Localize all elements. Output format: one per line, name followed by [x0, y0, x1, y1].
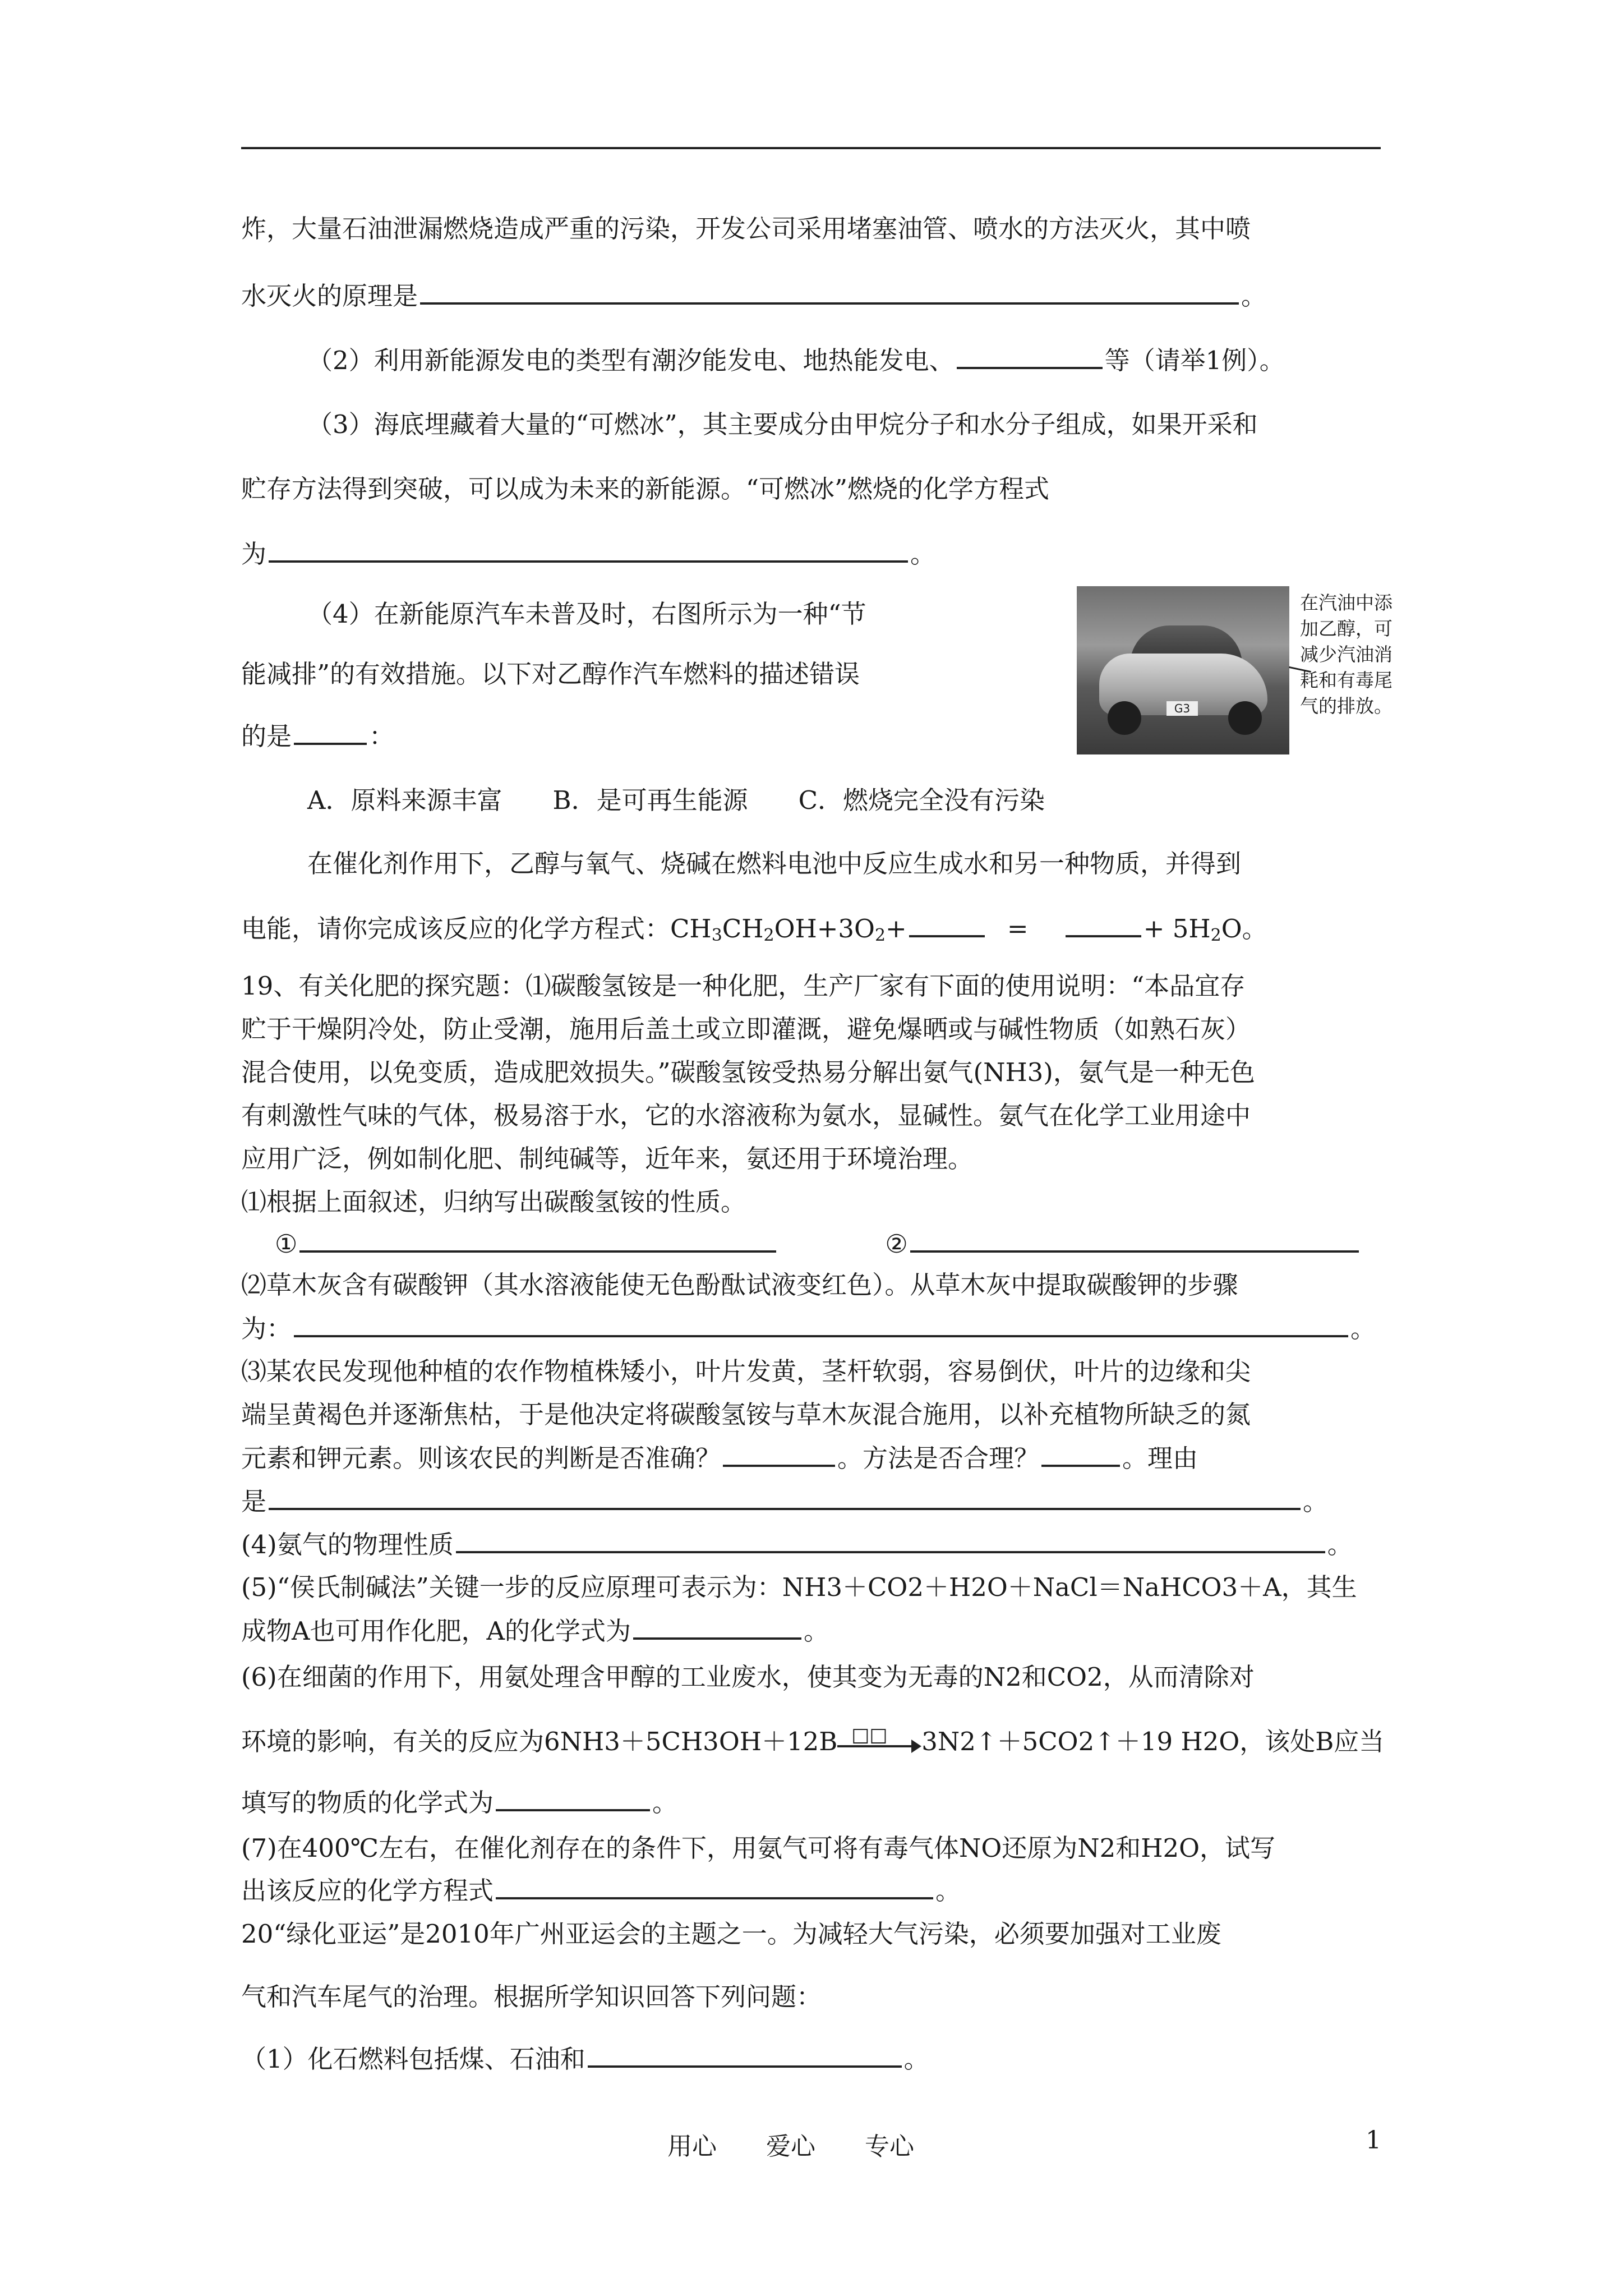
- text-segment: 填写的物质的化学式为: [241, 1788, 494, 1818]
- text-line: [241, 1484, 1328, 1519]
- text-segment: + 5H: [1143, 914, 1211, 944]
- text-line: A．原料来源丰富 B．是可再生能源 C．燃烧完全没有污染: [307, 785, 1045, 815]
- text-segment: 。: [910, 539, 936, 569]
- text-line: [241, 1527, 1353, 1562]
- text-segment: 出该反应的化学方程式: [241, 1876, 494, 1906]
- figure-caption: 在汽油中添加乙醇，可减少汽油消耗和有毒尾气的排放。: [1300, 592, 1393, 717]
- text-line: 贮于干燥阴冷处，防止受潮，施用后盖土或立即灌溉，避免爆晒或与碱性物质（如熟石灰）: [241, 1014, 1251, 1044]
- text-segment: 。: [935, 1876, 961, 1906]
- text-line: 应用广泛，例如制化肥、制纯碱等，近年来，氨还用于环境治理。: [241, 1144, 974, 1174]
- text-line: （3）海底埋藏着大量的“可燃冰”，其主要成分由甲烷分子和水分子组成，如果开采和: [307, 409, 1258, 439]
- text-segment: 为: [241, 539, 267, 569]
- answer-blank[interactable]: [456, 1527, 1325, 1553]
- answer-blank[interactable]: [496, 1874, 933, 1899]
- text-segment: 。: [1241, 281, 1267, 311]
- text-line: 气和汽车尾气的治理。根据所学知识回答下列问题：: [241, 1982, 822, 2012]
- car-wheel: [1108, 701, 1141, 735]
- subscript: 3: [711, 926, 722, 945]
- text-line: [241, 719, 394, 753]
- text-line: [241, 1874, 961, 1908]
- text-segment: 。理由: [1122, 1443, 1198, 1473]
- text-segment: ：: [369, 721, 395, 751]
- text-line: [275, 1227, 1361, 1261]
- text-line: (6)在细菌的作用下，用氨处理含甲醇的工业废水，使其变为无毒的N2和CO2，从而清除对: [241, 1662, 1255, 1692]
- text-line: [307, 343, 1285, 378]
- text-segment: 等（请举1例）。: [1104, 346, 1285, 375]
- reaction-arrow: [837, 1723, 921, 1755]
- answer-blank[interactable]: [909, 912, 985, 937]
- text-segment: 。: [1303, 1487, 1329, 1516]
- text-line: [241, 1786, 677, 1820]
- text-segment: 电能，请你完成该反应的化学方程式：CH: [241, 914, 712, 944]
- text-segment: 成物A也可用作化肥，A的化学式为: [241, 1616, 631, 1646]
- text-line: ⑶某农民发现他种植的农作物植株矮小，叶片发黄，茎杆软弱，容易倒伏，叶片的边缘和尖: [241, 1356, 1251, 1386]
- text-segment: 。方法是否合理？: [837, 1443, 1040, 1473]
- answer-blank[interactable]: [588, 2042, 902, 2068]
- text-line: 炸，大量石油泄漏燃烧造成严重的污染，开发公司采用堵塞油管、喷水的方法灭火，其中喷: [241, 214, 1251, 243]
- answer-blank[interactable]: [496, 1786, 650, 1811]
- text-segment: OH+3O: [774, 914, 875, 944]
- text-segment: CH: [722, 914, 764, 944]
- text-segment: 。: [1350, 1314, 1376, 1343]
- text-segment: 。: [804, 1616, 829, 1646]
- text-segment: +: [886, 914, 907, 944]
- text-line: ⑴根据上面叙述，归纳写出碳酸氢铵的性质。: [241, 1187, 746, 1217]
- subscript: 2: [763, 926, 774, 945]
- answer-blank[interactable]: [633, 1614, 801, 1640]
- text-line: 在催化剂作用下，乙醇与氧气、烧碱在燃料电池中反应生成水和另一种物质，并得到: [307, 849, 1242, 878]
- text-segment: ①: [275, 1229, 298, 1259]
- text-line: (7)在400℃左右，在催化剂存在的条件下，用氨气可将有毒气体NO还原为N2和H2O，试写: [241, 1833, 1276, 1863]
- text-line: [241, 2042, 929, 2076]
- answer-blank[interactable]: [294, 719, 367, 745]
- text-segment: 元素和钾元素。则该农民的判断是否准确？: [241, 1443, 721, 1473]
- text-line: 端呈黄褐色并逐渐焦枯，于是他决定将碳酸氢铵与草木灰混合施用，以补充植物所缺乏的氮: [241, 1400, 1251, 1429]
- text-line: [241, 1441, 1198, 1475]
- answer-blank[interactable]: [294, 1312, 1348, 1337]
- text-segment: 是: [241, 1487, 267, 1516]
- text-line: （4）在新能原汽车未普及时，右图所示为一种“节: [307, 599, 866, 629]
- text-line: ⑵草木灰含有碳酸钾（其水溶液能使无色酚酞试液变红色）。从草木灰中提取碳酸钾的步骤: [241, 1270, 1238, 1300]
- text-line: 混合使用，以免变质，造成肥效损失。”碳酸氢铵受热易分解出氨气(NH3)，氨气是一种无色: [241, 1057, 1255, 1087]
- text-line: 能减排”的有效措施。以下对乙醇作汽车燃料的描述错误: [241, 659, 860, 689]
- footer-motto: 用心 爱心 专心: [667, 2132, 914, 2161]
- text-line: [241, 279, 1266, 313]
- answer-blank[interactable]: [957, 343, 1103, 369]
- text-line: [241, 912, 1267, 953]
- text-line: 19、有关化肥的探究题：⑴碳酸氢铵是一种化肥，生产厂家有下面的使用说明：“本品宜存: [241, 971, 1246, 1001]
- text-segment: (4)氨气的物理性质: [241, 1530, 454, 1559]
- car-wheel: [1228, 701, 1262, 735]
- text-line: [241, 1614, 829, 1648]
- answer-blank[interactable]: [910, 1227, 1359, 1253]
- text-line: [241, 1725, 1384, 1759]
- page-number: 1: [1366, 2126, 1381, 2155]
- license-plate: G3: [1166, 701, 1198, 716]
- text-segment: 的是: [241, 721, 292, 751]
- text-line: [241, 1312, 1376, 1346]
- answer-blank[interactable]: [1041, 1441, 1120, 1467]
- answer-blank[interactable]: [269, 537, 908, 563]
- text-segment: 环境的影响，有关的反应为6NH3＋5CH3OH＋12B: [241, 1727, 838, 1756]
- subscript: 2: [874, 926, 886, 945]
- subscript: 2: [1210, 926, 1221, 945]
- answer-blank[interactable]: [1066, 912, 1141, 937]
- text-line: 贮存方法得到突破，可以成为未来的新能源。“可燃冰”燃烧的化学方程式: [241, 474, 1050, 504]
- text-segment: 。: [903, 2044, 929, 2074]
- answer-blank[interactable]: [723, 1441, 835, 1467]
- text-segment: 。: [652, 1788, 678, 1818]
- text-segment: （2）利用新能源发电的类型有潮汐能发电、地热能发电、: [307, 346, 955, 375]
- text-segment: 水灭火的原理是: [241, 281, 418, 311]
- text-segment: ②: [885, 1229, 908, 1259]
- answer-blank[interactable]: [420, 279, 1239, 305]
- text-line: (5)“侯氏制碱法”关键一步的反应原理可表示为：NH3＋CO2＋H2O＋NaCl＝NaHCO3＋A，其生: [241, 1572, 1357, 1602]
- car-photo: [1077, 586, 1289, 754]
- text-segment: 。: [1327, 1530, 1353, 1559]
- reaction-condition: □□: [851, 1723, 888, 1746]
- answer-blank[interactable]: [269, 1484, 1301, 1510]
- text-line: [241, 537, 935, 571]
- text-segment: 为：: [241, 1314, 292, 1343]
- text-line: 有刺激性气味的气体，极易溶于水，它的水溶液称为氨水，显碱性。氨气在化学工业用途中: [241, 1101, 1251, 1130]
- header-rule: [241, 147, 1381, 149]
- text-line: 20“绿化亚运”是2010年广州亚运会的主题之一。为减轻大气污染，必须要加强对工业废: [241, 1919, 1221, 1949]
- answer-blank[interactable]: [299, 1227, 776, 1253]
- text-segment: （1）化石燃料包括煤、石油和: [241, 2044, 585, 2074]
- text-segment: 3N2↑＋5CO2↑＋19 H2O，该处B应当: [921, 1727, 1385, 1756]
- equals-sign: =: [1007, 914, 1029, 944]
- text-segment: O。: [1221, 914, 1267, 944]
